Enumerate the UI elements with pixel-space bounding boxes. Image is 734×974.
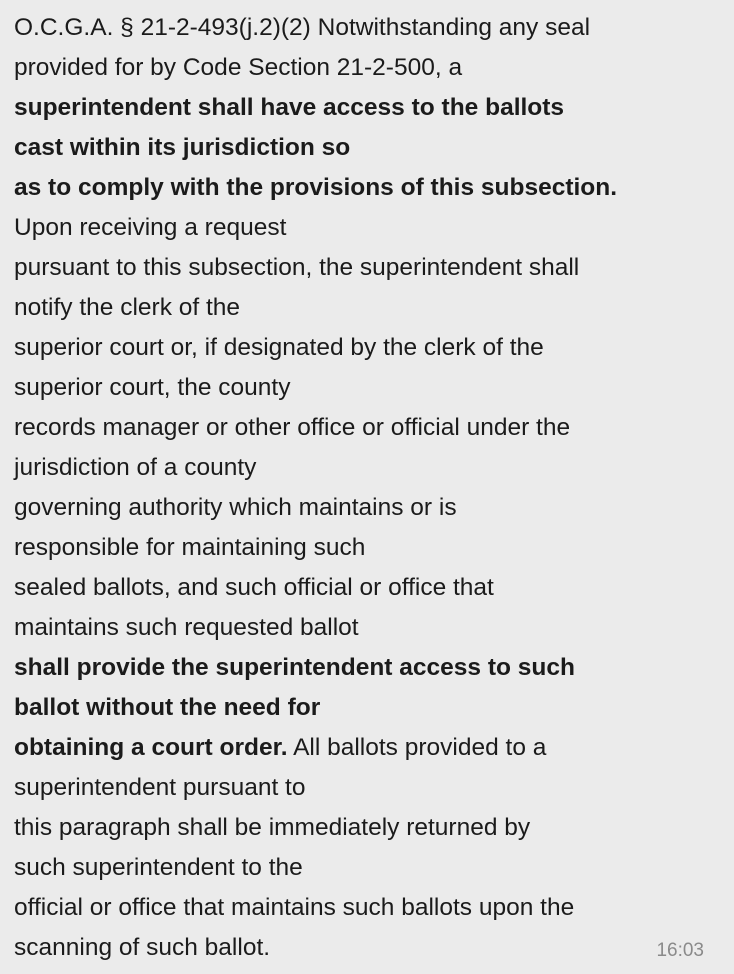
message-line (14, 728, 726, 768)
message-line (14, 768, 726, 808)
message-line (14, 168, 726, 208)
text-segment: superintendent pursuant to (14, 774, 306, 801)
message-line (14, 248, 726, 288)
message-line (14, 528, 726, 568)
bold-text-segment: shall provide the superintendent access to such (14, 654, 575, 681)
message-line (14, 568, 726, 608)
message-line (14, 608, 726, 648)
text-segment: superior court, the county (14, 374, 291, 401)
text-segment: Upon receiving a request (14, 214, 287, 241)
message-line (14, 688, 726, 728)
text-segment: jurisdiction of a county (14, 454, 257, 481)
text-segment: All ballots provided to a (287, 734, 547, 761)
message-line (14, 648, 726, 688)
text-segment: notify the clerk of the (14, 294, 241, 321)
text-segment: scanning of such ballot. (14, 934, 271, 961)
message-line (14, 288, 726, 328)
text-segment: pursuant to this subsection, the superintendent shall (14, 254, 580, 281)
text-segment: responsible for maintaining such (14, 534, 366, 561)
text-segment: provided for by Code Section 21-2-500, a (14, 54, 463, 81)
bold-text-segment: cast within its jurisdiction so (14, 134, 351, 161)
bold-text-segment: obtaining a court order. (14, 734, 288, 761)
message-line (14, 328, 726, 368)
text-segment: governing authority which maintains or is (14, 494, 457, 521)
message-timestamp: 16:03 (656, 940, 704, 961)
message-line (14, 48, 726, 88)
message-line (14, 928, 726, 968)
bold-text-segment: as to comply with the provisions of this subsection. (14, 174, 618, 201)
text-segment: this paragraph shall be immediately returned by (14, 814, 531, 841)
text-segment: sealed ballots, and such official or office that (14, 574, 494, 601)
text-segment: superior court or, if designated by the clerk of the (14, 334, 544, 361)
message-line (14, 448, 726, 488)
bold-text-segment: superintendent shall have access to the ballots (14, 94, 565, 121)
message-line (14, 488, 726, 528)
text-segment: maintains such requested ballot (14, 614, 359, 641)
message-line (14, 888, 726, 928)
message-line (14, 368, 726, 408)
message-text (14, 8, 726, 968)
message-line (14, 88, 726, 128)
message-line (14, 8, 726, 48)
bold-text-segment: ballot without the need for (14, 694, 321, 721)
message-line (14, 408, 726, 448)
text-segment: such superintendent to the (14, 854, 303, 881)
text-segment: official or office that maintains such ballots upon the (14, 894, 575, 921)
message-line (14, 848, 726, 888)
text-segment: O.C.G.A. § 21-2-493(j.2)(2) Notwithstanding any seal (14, 14, 591, 41)
message-line (14, 128, 726, 168)
message-line (14, 208, 726, 248)
text-segment: records manager or other office or official under the (14, 414, 571, 441)
message-line (14, 808, 726, 848)
